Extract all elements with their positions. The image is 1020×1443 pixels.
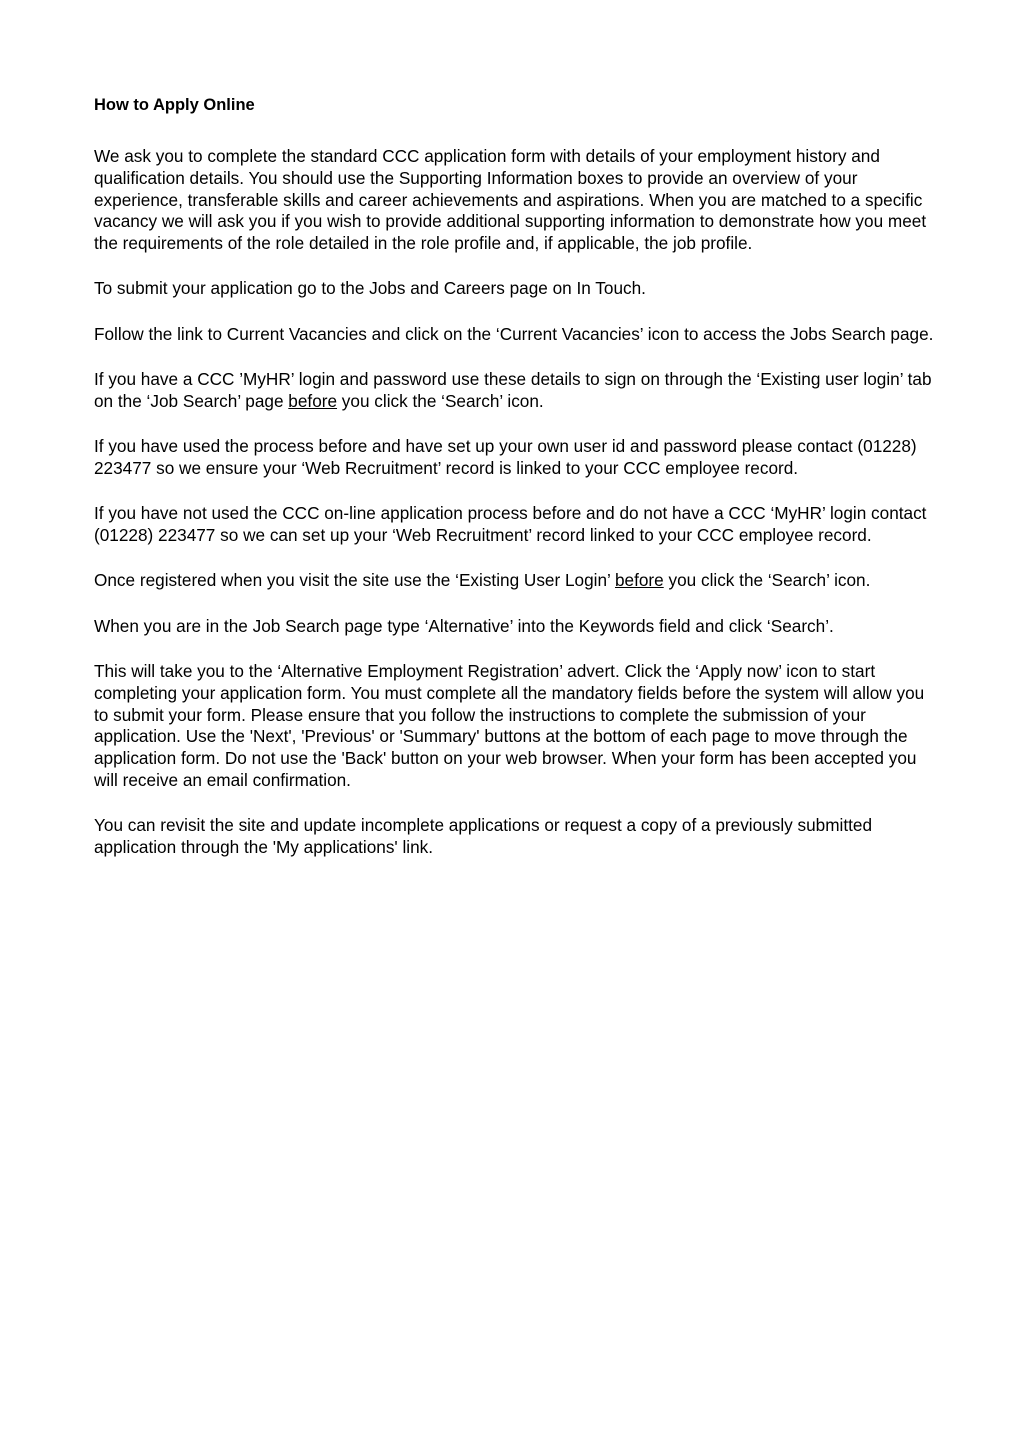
paragraph-once-registered (94, 570, 934, 592)
paragraph-once-registered-text-1: Once registered when you visit the site use the ‘Existing User Login’ (94, 570, 615, 591)
paragraph-used-process-before: If you have used the process before and have set up your own user id and password please contact (01228) 223477 so we ensure your ‘Web Recruitment’ record is linked to your CCC employee record. (94, 436, 917, 478)
paragraph-revisit-site: You can revisit the site and update incomplete applications or request a copy of a previously submitted application through the 'My applications' link. (94, 815, 873, 858)
paragraph-current-vacancies: Follow the link to Current Vacancies and click on the ‘Current Vacancies’ icon to access the Jobs Search page. (94, 323, 934, 344)
paragraph-submit-location: To submit your application go to the Jobs and Careers page on In Touch. (94, 278, 646, 299)
paragraph-application-form: We ask you to complete the standard CCC application form with details of your employment history and qualification details. You should use the Supporting Information boxes to provide an overview of your experience, transferable skills and career achievements and aspirations. When you are matched to a specific vacancy we will ask you if you wish to provide additional supporting information to demonstrate how you meet the requirements of the role detailed in the role profile and, if applicable, the job profile. (94, 146, 927, 254)
paragraph-job-search-keyword: When you are in the Job Search page type ‘Alternative’ into the Keywords field and click ‘Search’. (94, 615, 834, 636)
document-title: How to Apply Online (94, 96, 255, 114)
paragraph-apply-now: This will take you to the ‘Alternative Employment Registration’ advert. Click the ‘Apply now’ icon to start completing your application form. You must complete all the mandatory fields before the system will allow you to submit your form. Please ensure that you follow the instructions to complete the submission of your application. Use the 'Next', 'Previous' or 'Summary' buttons at the bottom of each page to move through the application form. Do not use the 'Back' button on your web browser. When your form has been accepted you will receive an email confirmation. (94, 660, 925, 790)
document-page (94, 94, 934, 882)
paragraph-existing-login (94, 369, 934, 413)
paragraph-existing-login-text-2: you click the ‘Search’ icon. (337, 390, 544, 411)
paragraph-not-used-process: If you have not used the CCC on-line application process before and do not have a CCC ‘MyHR’ login contact (01228) 223477 so we can set up your ‘Web Recruitment’ record linked to your CCC employee record. (94, 503, 927, 546)
underlined-before-1: before (288, 390, 338, 411)
paragraph-existing-login-text-1: If you have a CCC ’MyHR’ login and password use these details to sign on through the ‘Existing user login’ tab on the ‘Job Search’ page (94, 369, 932, 411)
underlined-before-2: before (614, 570, 664, 591)
paragraph-once-registered-text-2: you click the ‘Search’ icon. (663, 570, 871, 591)
